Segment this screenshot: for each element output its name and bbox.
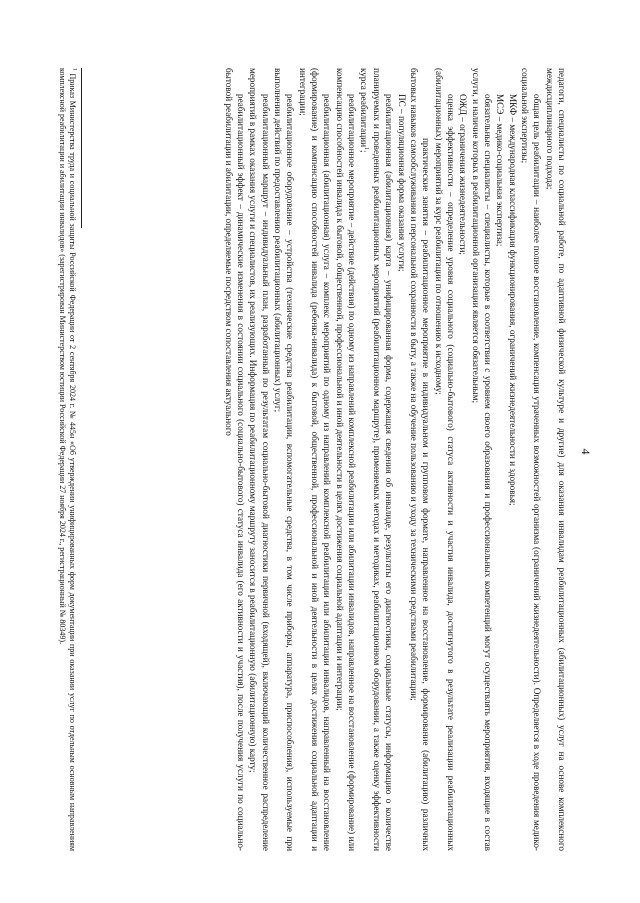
paragraph: реабилитационное мероприятие – действие (действия) по одному из направлений комплексной реабилитации или абилитации инвалидов, направленное на восстановление (формирование) или компенсацию способностей инвалида к бытовой, общественной, профессиональной и иной деятельности в целях достижения социальной адаптации и интеграции; [334, 68, 358, 851]
paragraph: МСЭ – медико-социальная экспертиза; [495, 94, 506, 247]
paragraph: ОЖД – ограничения жизнедеятельности; [458, 94, 469, 255]
paragraph: реабилитационный эффект – динамические изменения в состоянии социального (социально-бытового) статуса инвалида (его активности и участия), после получения услуги по социально-бытовой реабилитации и абилитации, определяемые посредством сопоставления актуального [223, 68, 247, 851]
footnote-divider [81, 68, 82, 228]
paragraph: обязательные специалисты – специалисты, которые в соответствии с уровнем своего образования и профессиональных компетенций могут осуществлять мероприятия, входящие в состав услуги, и наличие которых в реабилитационной организации является обязательным; [470, 68, 493, 851]
paragraph: ПС – популяционная форма оказания услуги; [396, 94, 407, 272]
footnote-text: Приказ Министерства труда и социальной защиты Российской Федерации от 2 сентября 2024 г. № 445н «Об утверждении унифицированных форм документации при оказании услуг по отдельным основным направлениям комплексной реабилитации и абилитации инвалидов» (зарегистрирован Министерством юстиции Российской Федерации 27 ноября 2024 г., регистрационный № 80349). [57, 68, 77, 851]
paragraph-with-footnote-ref: реабилитационная (абилитационная) карта – унифицированная форма, содержащая сведения об инвалиде, результаты его диагностики, социальные статусы, информацию о количестве планируемых и проведенных реабилитационных мероприятий (реабилитационном маршруте), применяемых методах и методиках, реабилитационном оборудовании, а также оценку эффективности курса реабилитации$^1$; [359, 68, 395, 851]
footnote [57, 68, 77, 851]
footnote-reference: 1 [363, 147, 370, 150]
footnote-marker: 1 [71, 68, 78, 71]
paragraph: МКФ – международная классификация функционирования, ограничений жизнедеятельности и здоровья; [507, 94, 518, 506]
paragraph: оценка эффективности – определение уровня социального (социально-бытового) статуса активности и участия инвалида, достигнутого в результате реализации реабилитационных (абилитационных) мероприятий за курс реабилитации по отношению к исходному; [433, 68, 456, 851]
paragraph: реабилитационное оборудование – устройства (технические средства реабилитации, вспомогательные средства, в том числе приборы, аппаратура, приспособления), используемые при выполнении действий по предоставлению реабилитационных (абилитационных) услуг; [273, 68, 296, 851]
paragraph: педагоги, специалисты по социальной работе, по адаптивной физической культуре и другие) для оказания инвалидам реабилитационных (абилитационных) услуг на основе комплексного междисциплинарного подхода; [544, 68, 567, 851]
document-body [222, 68, 568, 851]
paragraph: реабилитационный маршрут – индивидуальный план, разработанный по результатам социально-бытовой диагностики первичной (входящей), включающий количественное распределение мероприятий в рамках оказания услуги и специалистов, их реализующих. Информация по реабилитационному маршруту заносится в реабилитационную (абилитационную) карту; [248, 68, 271, 851]
paragraph: общая цель реабилитации – наиболее полное восстановление, компенсация утраченных возможностей организма (ограничений жизнедеятельности). Определяется в ходе проведения медико-социальной экспертизы; [519, 68, 543, 851]
paragraph: реабилитационная (абилитационная) услуга – комплекс мероприятий по одному из направлений комплексной реабилитации или абилитации инвалидов, направленный на восстановление (формирование) и компенсацию способностей инвалида (ребенка-инвалида) к бытовой, общественной, профессиональной и иной деятельности в целях достижения социальной адаптации и интеграции; [297, 68, 333, 851]
page-number: 4 [579, 448, 593, 455]
paragraph: практические занятия – реабилитационное мероприятие в индивидуальном и групповом формате, направленное на восстановление, формирование (абилитацию) различных бытовых навыков самообслуживания и персональной сохранности в быту, а также на обучение пользованию и уходу за техническими средствами реабилитации; [408, 68, 432, 851]
paragraph-text: реабилитационная (абилитационная) карта – унифицированная форма, содержащая сведения об инвалиде, результаты его диагностики, социальные статусы, информацию о количестве планируемых и проведенных реабилитационных мероприятий (реабилитационном маршруте), применяемых методах и методиках, реабилитационном оборудовании, а также оценку эффективности курса реабилитации [359, 68, 395, 851]
